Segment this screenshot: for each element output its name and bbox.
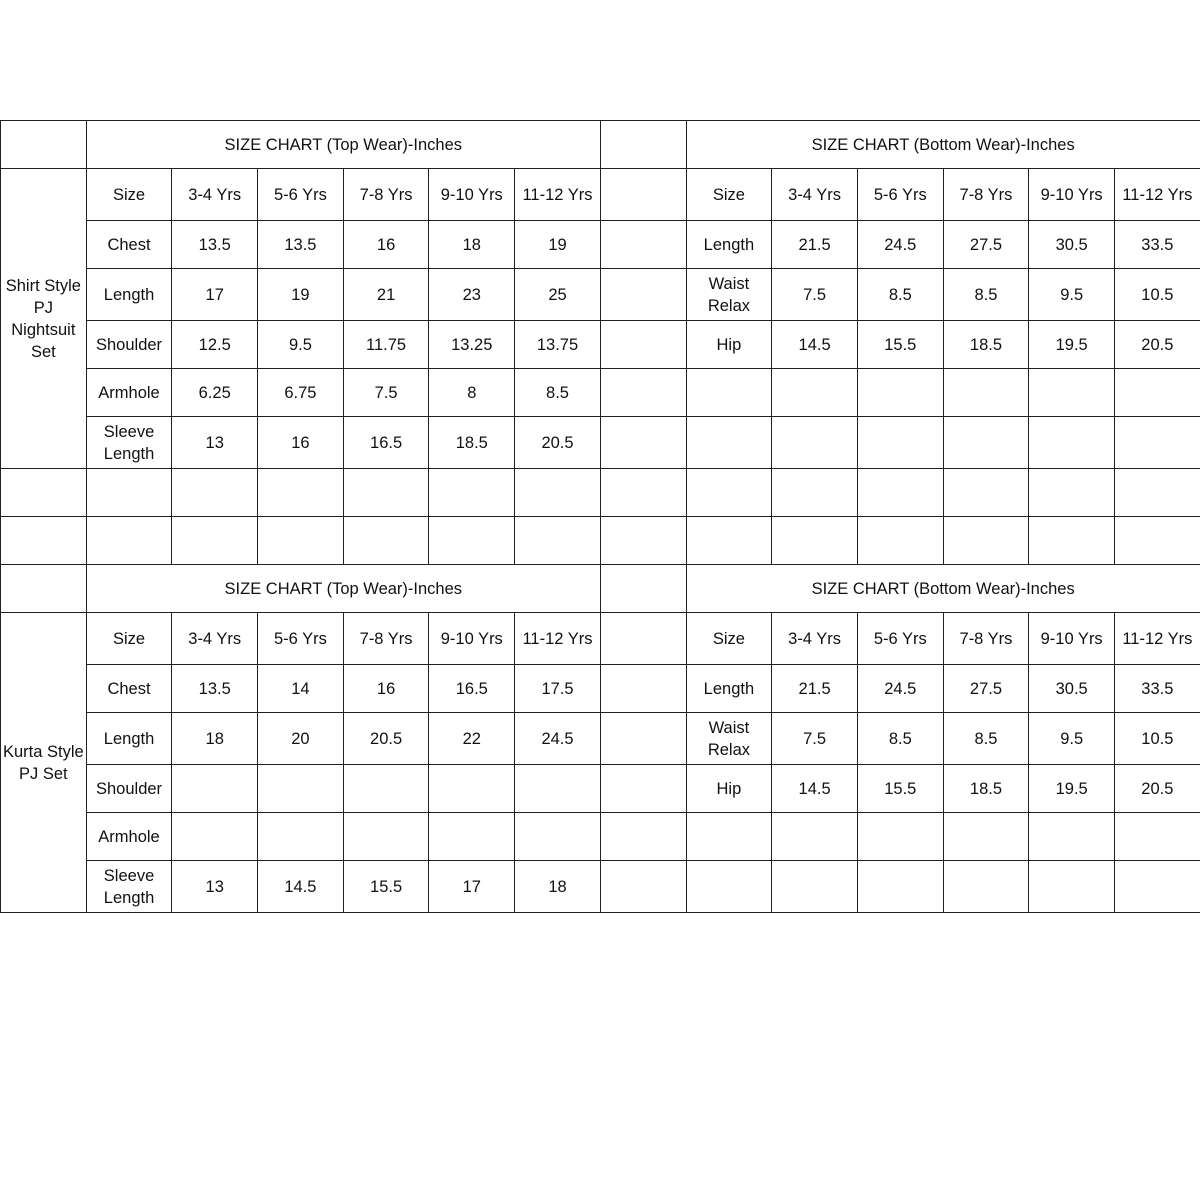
table-cell: 27.5: [943, 665, 1029, 713]
table-cell: 20.5: [343, 713, 429, 765]
empty-cell: [943, 517, 1029, 565]
table-cell: 20.5: [1115, 765, 1200, 813]
table-cell: [857, 369, 943, 417]
empty-cell: [600, 713, 686, 765]
empty-cell: [600, 321, 686, 369]
table-cell: 27.5: [943, 221, 1029, 269]
bottom-wear-title: SIZE CHART (Bottom Wear)-Inches: [686, 565, 1200, 613]
measurement-label: [686, 369, 772, 417]
empty-cell: [1, 517, 87, 565]
table-cell: 7.5: [772, 713, 858, 765]
table-cell: [857, 813, 943, 861]
measurement-label: Length: [686, 221, 772, 269]
measurement-label: [686, 417, 772, 469]
table-cell: 22: [429, 713, 515, 765]
column-header: 3-4 Yrs: [172, 169, 258, 221]
empty-cell: [857, 517, 943, 565]
table-cell: [343, 813, 429, 861]
empty-cell: [857, 469, 943, 517]
empty-cell: [343, 517, 429, 565]
table-cell: 8: [429, 369, 515, 417]
table-cell: 18: [172, 713, 258, 765]
table-cell: 7.5: [343, 369, 429, 417]
table-cell: [515, 813, 601, 861]
table-cell: [172, 765, 258, 813]
table-cell: 16: [343, 221, 429, 269]
column-header: 3-4 Yrs: [172, 613, 258, 665]
empty-cell: [86, 469, 172, 517]
empty-cell: [600, 565, 686, 613]
column-header: 9-10 Yrs: [429, 169, 515, 221]
empty-cell: [600, 169, 686, 221]
measurement-label: Waist Relax: [686, 269, 772, 321]
measurement-label: Length: [686, 665, 772, 713]
table-cell: [1029, 861, 1115, 913]
empty-cell: [686, 517, 772, 565]
empty-cell: [1029, 469, 1115, 517]
empty-cell: [1115, 517, 1200, 565]
table-cell: [772, 417, 858, 469]
table-cell: 14.5: [258, 861, 344, 913]
table-cell: 30.5: [1029, 221, 1115, 269]
measurement-label: Chest: [86, 221, 172, 269]
table-row: [1, 321, 1200, 369]
measurement-label: Shoulder: [86, 765, 172, 813]
column-header: 7-8 Yrs: [943, 169, 1029, 221]
empty-cell: [343, 469, 429, 517]
column-header: 9-10 Yrs: [429, 613, 515, 665]
measurement-label: Sleeve Length: [86, 861, 172, 913]
column-header: 5-6 Yrs: [857, 613, 943, 665]
empty-cell: [1, 121, 87, 169]
blank-row: [1, 517, 1200, 565]
empty-cell: [600, 121, 686, 169]
table-row: [1, 861, 1200, 913]
column-header: Size: [86, 169, 172, 221]
table-cell: 13.75: [515, 321, 601, 369]
table-cell: 14: [258, 665, 344, 713]
bottom-wear-title: SIZE CHART (Bottom Wear)-Inches: [686, 121, 1200, 169]
table-cell: 24.5: [857, 221, 943, 269]
table-cell: [943, 417, 1029, 469]
empty-cell: [429, 517, 515, 565]
measurement-label: Hip: [686, 321, 772, 369]
header-row: [1, 613, 1200, 665]
table-cell: 21.5: [772, 221, 858, 269]
measurement-label: Armhole: [86, 813, 172, 861]
table-cell: 33.5: [1115, 221, 1200, 269]
table-cell: 13.5: [258, 221, 344, 269]
empty-cell: [600, 269, 686, 321]
empty-cell: [772, 517, 858, 565]
table-cell: 17: [172, 269, 258, 321]
table-cell: [1029, 369, 1115, 417]
table-cell: [772, 369, 858, 417]
table-cell: 16.5: [429, 665, 515, 713]
table-cell: 24.5: [857, 665, 943, 713]
header-row: [1, 169, 1200, 221]
table-row: [1, 269, 1200, 321]
table-row: [1, 417, 1200, 469]
measurement-label: [686, 861, 772, 913]
table-cell: 13.5: [172, 221, 258, 269]
column-header: Size: [86, 613, 172, 665]
empty-cell: [600, 221, 686, 269]
table-cell: [943, 861, 1029, 913]
table-cell: 16: [258, 417, 344, 469]
measurement-label: Shoulder: [86, 321, 172, 369]
table-row: [1, 813, 1200, 861]
column-header: Size: [686, 169, 772, 221]
table-row: [1, 369, 1200, 417]
table-cell: 19: [515, 221, 601, 269]
measurement-label: Length: [86, 713, 172, 765]
column-header: 11-12 Yrs: [515, 169, 601, 221]
column-header: 11-12 Yrs: [1115, 169, 1200, 221]
product-group-label: Kurta Style PJ Set: [1, 613, 87, 913]
column-header: 5-6 Yrs: [258, 613, 344, 665]
table-cell: 8.5: [857, 269, 943, 321]
table-cell: [1115, 813, 1200, 861]
table-cell: 19.5: [1029, 765, 1115, 813]
table-cell: [1029, 417, 1115, 469]
empty-cell: [600, 613, 686, 665]
table-cell: [172, 813, 258, 861]
table-cell: 16.5: [343, 417, 429, 469]
empty-cell: [600, 469, 686, 517]
measurement-label: Chest: [86, 665, 172, 713]
empty-cell: [600, 369, 686, 417]
table-cell: 18.5: [943, 321, 1029, 369]
column-header: Size: [686, 613, 772, 665]
top-wear-title: SIZE CHART (Top Wear)-Inches: [86, 565, 600, 613]
column-header: 7-8 Yrs: [943, 613, 1029, 665]
size-chart: [0, 120, 1200, 913]
measurement-label: Hip: [686, 765, 772, 813]
table-cell: [1115, 369, 1200, 417]
size-chart-table: [0, 120, 1200, 913]
table-cell: 21.5: [772, 665, 858, 713]
measurement-label: Sleeve Length: [86, 417, 172, 469]
empty-cell: [515, 469, 601, 517]
table-row: [1, 221, 1200, 269]
table-cell: 24.5: [515, 713, 601, 765]
column-header: 3-4 Yrs: [772, 169, 858, 221]
table-cell: 17: [429, 861, 515, 913]
table-cell: [857, 861, 943, 913]
table-cell: 17.5: [515, 665, 601, 713]
empty-cell: [258, 517, 344, 565]
table-cell: 13: [172, 417, 258, 469]
empty-cell: [258, 469, 344, 517]
empty-cell: [172, 469, 258, 517]
table-cell: [429, 813, 515, 861]
product-group-label: Shirt Style PJ Nightsuit Set: [1, 169, 87, 469]
table-cell: 20.5: [1115, 321, 1200, 369]
table-row: [1, 665, 1200, 713]
table-cell: 6.25: [172, 369, 258, 417]
table-cell: [343, 765, 429, 813]
table-cell: [943, 369, 1029, 417]
table-cell: 8.5: [943, 269, 1029, 321]
column-header: 11-12 Yrs: [1115, 613, 1200, 665]
measurement-label: Waist Relax: [686, 713, 772, 765]
empty-cell: [429, 469, 515, 517]
empty-cell: [600, 417, 686, 469]
table-row: [1, 765, 1200, 813]
table-cell: [943, 813, 1029, 861]
empty-cell: [600, 861, 686, 913]
column-header: 5-6 Yrs: [857, 169, 943, 221]
table-cell: [258, 765, 344, 813]
table-cell: 18: [515, 861, 601, 913]
table-cell: 20.5: [515, 417, 601, 469]
empty-cell: [172, 517, 258, 565]
table-cell: 20: [258, 713, 344, 765]
measurement-label: Armhole: [86, 369, 172, 417]
table-cell: 8.5: [943, 713, 1029, 765]
empty-cell: [1029, 517, 1115, 565]
top-wear-title: SIZE CHART (Top Wear)-Inches: [86, 121, 600, 169]
empty-cell: [86, 517, 172, 565]
empty-cell: [600, 517, 686, 565]
table-cell: 33.5: [1115, 665, 1200, 713]
measurement-label: Length: [86, 269, 172, 321]
table-cell: 15.5: [343, 861, 429, 913]
table-cell: 6.75: [258, 369, 344, 417]
empty-cell: [515, 517, 601, 565]
empty-cell: [1115, 469, 1200, 517]
column-header: 7-8 Yrs: [343, 613, 429, 665]
table-cell: [1115, 417, 1200, 469]
measurement-label: [686, 813, 772, 861]
table-cell: [1029, 813, 1115, 861]
empty-cell: [1, 565, 87, 613]
table-cell: [857, 417, 943, 469]
table-cell: 10.5: [1115, 713, 1200, 765]
table-cell: [772, 861, 858, 913]
table-cell: 8.5: [857, 713, 943, 765]
table-cell: 23: [429, 269, 515, 321]
table-cell: 13.25: [429, 321, 515, 369]
empty-cell: [600, 813, 686, 861]
table-cell: 16: [343, 665, 429, 713]
table-cell: 19.5: [1029, 321, 1115, 369]
table-cell: 9.5: [1029, 269, 1115, 321]
table-cell: 10.5: [1115, 269, 1200, 321]
empty-cell: [772, 469, 858, 517]
table-cell: 14.5: [772, 321, 858, 369]
column-header: 9-10 Yrs: [1029, 169, 1115, 221]
table-cell: 15.5: [857, 321, 943, 369]
table-cell: 9.5: [1029, 713, 1115, 765]
section-title-row: [1, 121, 1200, 169]
table-row: [1, 713, 1200, 765]
empty-cell: [600, 765, 686, 813]
table-cell: 14.5: [772, 765, 858, 813]
column-header: 11-12 Yrs: [515, 613, 601, 665]
empty-cell: [686, 469, 772, 517]
table-cell: 30.5: [1029, 665, 1115, 713]
column-header: 7-8 Yrs: [343, 169, 429, 221]
empty-cell: [1, 469, 87, 517]
table-cell: [258, 813, 344, 861]
table-cell: [429, 765, 515, 813]
table-cell: 18: [429, 221, 515, 269]
section-title-row: [1, 565, 1200, 613]
table-cell: 8.5: [515, 369, 601, 417]
blank-row: [1, 469, 1200, 517]
table-cell: [515, 765, 601, 813]
column-header: 9-10 Yrs: [1029, 613, 1115, 665]
column-header: 5-6 Yrs: [258, 169, 344, 221]
table-cell: 15.5: [857, 765, 943, 813]
table-cell: 18.5: [429, 417, 515, 469]
table-cell: 13.5: [172, 665, 258, 713]
empty-cell: [943, 469, 1029, 517]
table-cell: 7.5: [772, 269, 858, 321]
table-cell: 11.75: [343, 321, 429, 369]
table-cell: 13: [172, 861, 258, 913]
empty-cell: [600, 665, 686, 713]
table-cell: 12.5: [172, 321, 258, 369]
table-cell: [1115, 861, 1200, 913]
table-cell: 19: [258, 269, 344, 321]
table-cell: 9.5: [258, 321, 344, 369]
table-cell: [772, 813, 858, 861]
column-header: 3-4 Yrs: [772, 613, 858, 665]
table-cell: 18.5: [943, 765, 1029, 813]
table-cell: 25: [515, 269, 601, 321]
table-cell: 21: [343, 269, 429, 321]
